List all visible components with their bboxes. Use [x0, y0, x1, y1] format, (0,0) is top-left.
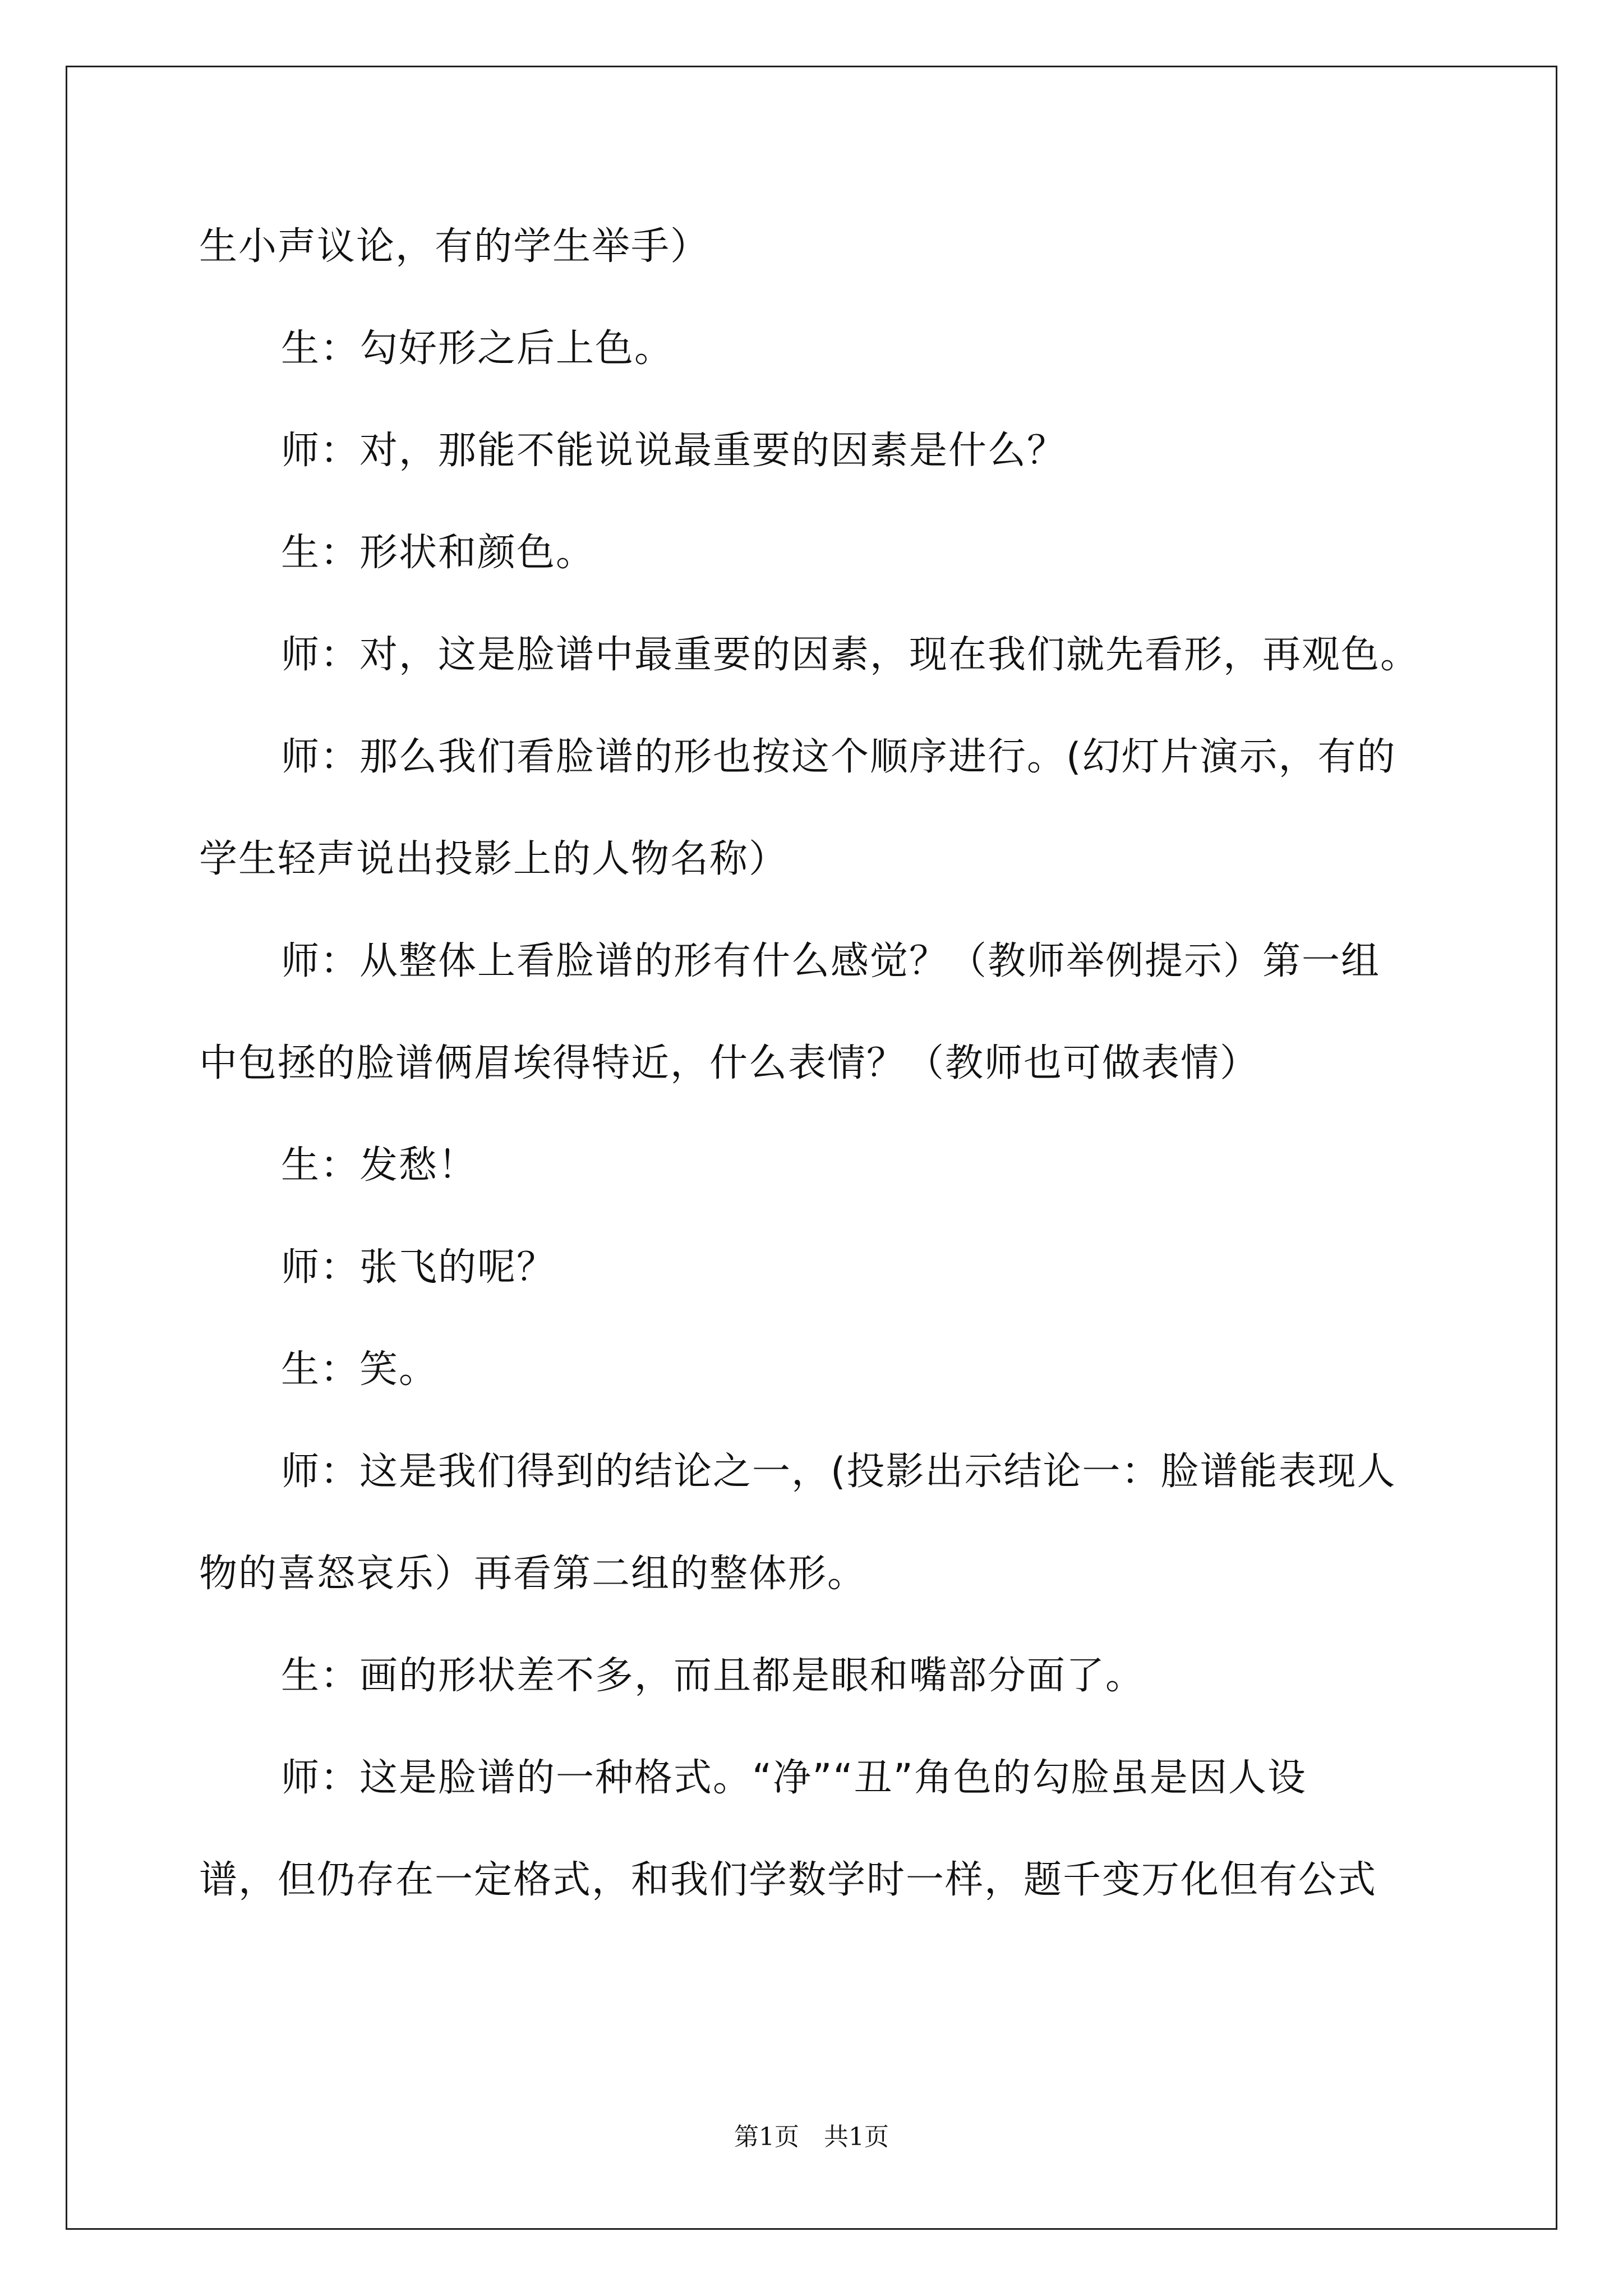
paragraph-line: 师：这是脸谱的一种格式。“净”“丑”角色的勾脸虽是因人设 — [281, 1756, 1307, 1800]
paragraph-line: 生：画的形状差不多，而且都是眼和嘴部分面了。 — [281, 1654, 1145, 1698]
paragraph-line: 中包拯的脸谱俩眉埃得特近，什么表情？（教师也可做表情） — [199, 1041, 1260, 1085]
paragraph-line: 师：那么我们看脸谱的形也按这个顺序进行。(幻灯片演示，有的 — [281, 735, 1396, 779]
paragraph-line: 生：发愁！ — [281, 1143, 478, 1188]
paragraph-line: 生：勾好形之后上色。 — [281, 326, 674, 371]
paragraph-line: 师：张飞的呢？ — [281, 1245, 556, 1290]
paragraph-line: 物的喜怒哀乐）再看第二组的整体形。 — [199, 1552, 867, 1596]
paragraph-line: 师：这是我们得到的结论之一，(投影出示结论一：脸谱能表现人 — [281, 1450, 1396, 1494]
paragraph-line: 生：形状和颜色。 — [281, 531, 596, 575]
paragraph-line: 学生轻声说出投影上的人物名称） — [199, 837, 789, 881]
paragraph-line: 生：笑。 — [281, 1347, 439, 1392]
paragraph-line: 师：对，那能不能说说最重要的因素是什么？ — [281, 429, 1067, 473]
paragraph-line: 师：对，这是脸谱中最重要的因素，现在我们就先看形，再观色。 — [281, 633, 1420, 677]
paragraph-line: 生小声议论，有的学生举手） — [199, 224, 710, 269]
paragraph-line: 师：从整体上看脸谱的形有什么感觉？（教师举例提示）第一组 — [281, 939, 1381, 983]
page-number-footer: 第1页 共1页 — [734, 2123, 889, 2151]
paragraph-line: 谱，但仍存在一定格式，和我们学数学时一样，题千变万化但有公式 — [199, 1858, 1377, 1902]
